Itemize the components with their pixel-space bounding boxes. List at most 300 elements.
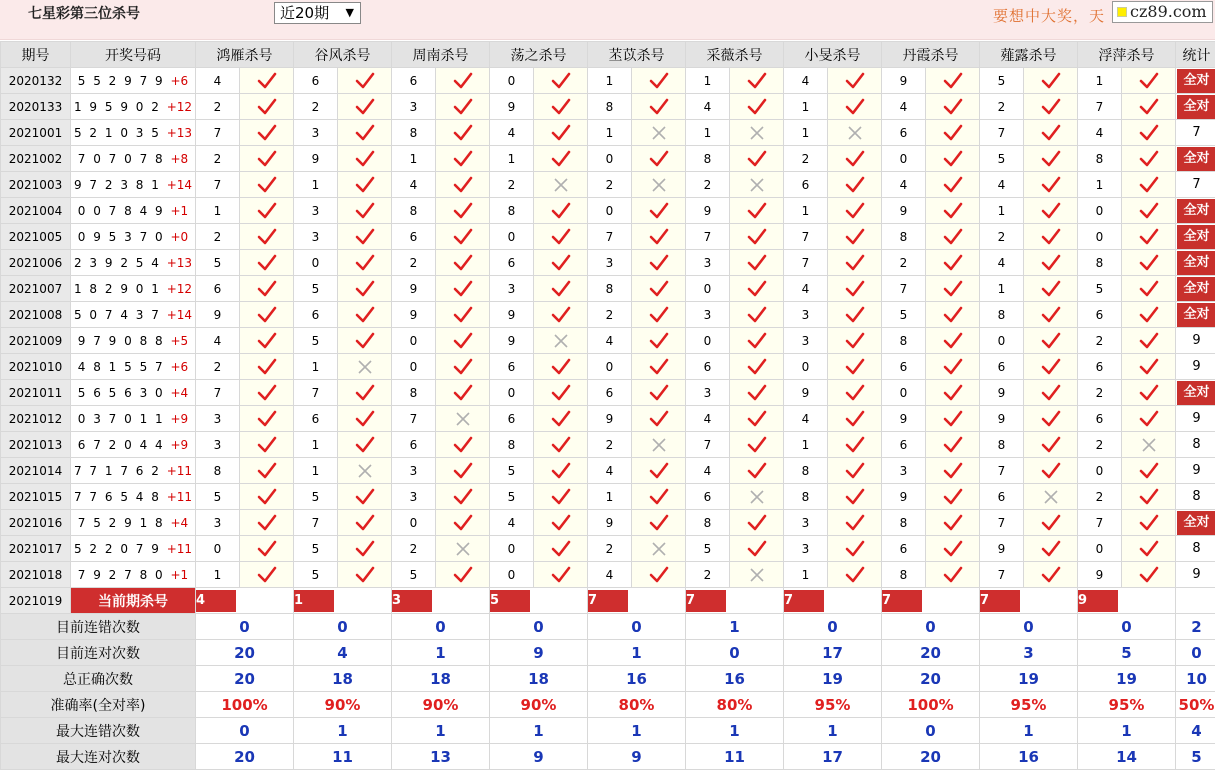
table-row <box>1 354 1215 380</box>
current-kill-cell <box>490 588 588 614</box>
result-cell <box>240 250 294 276</box>
kill-number-cell: 9 <box>882 198 926 224</box>
kill-number-cell: 8 <box>980 432 1024 458</box>
kill-number-cell: 1 <box>784 562 828 588</box>
result-cell <box>1122 380 1176 406</box>
current-kill-cell <box>588 588 686 614</box>
draw-digits: 1 8 2 9 0 1 <box>73 281 161 296</box>
check-icon <box>649 98 669 116</box>
check-icon <box>355 540 375 558</box>
kill-number-cell: 0 <box>490 380 534 406</box>
result-cell <box>828 510 882 536</box>
check-icon <box>943 254 963 272</box>
stat-value: 1 <box>686 614 784 640</box>
stat-value: 11 <box>294 744 392 770</box>
result-cell <box>926 302 980 328</box>
check-icon <box>649 462 669 480</box>
result-cell <box>730 68 784 94</box>
kill-number-cell: 6 <box>392 224 436 250</box>
result-cell <box>436 250 490 276</box>
kill-number-cell: 0 <box>1078 458 1122 484</box>
kill-number-cell: 0 <box>1078 536 1122 562</box>
check-icon <box>649 150 669 168</box>
result-cell <box>1122 68 1176 94</box>
draw-number-cell <box>71 406 196 432</box>
check-icon <box>747 150 767 168</box>
kill-number-cell: 6 <box>1078 302 1122 328</box>
cross-icon <box>651 177 667 193</box>
cross-icon <box>553 177 569 193</box>
result-cell <box>730 562 784 588</box>
kill-number-cell: 1 <box>294 458 338 484</box>
check-icon <box>355 488 375 506</box>
result-cell <box>1122 276 1176 302</box>
table-row <box>1 250 1215 276</box>
kill-number-cell: 1 <box>196 562 240 588</box>
result-cell <box>828 380 882 406</box>
draw-sum: +11 <box>166 463 193 478</box>
result-cell <box>534 536 588 562</box>
kill-number-cell: 1 <box>392 146 436 172</box>
result-cell <box>828 432 882 458</box>
check-icon <box>845 306 865 324</box>
result-cell <box>338 354 392 380</box>
check-icon <box>257 566 277 584</box>
result-cell <box>1122 224 1176 250</box>
stat-value: 20 <box>882 640 980 666</box>
kill-number-cell: 5 <box>294 328 338 354</box>
check-icon <box>1041 254 1061 272</box>
check-icon <box>649 72 669 90</box>
current-kill-cell <box>1078 588 1176 614</box>
check-icon <box>1139 358 1159 376</box>
check-icon <box>257 306 277 324</box>
result-cell <box>926 510 980 536</box>
kill-number-cell: 7 <box>784 250 828 276</box>
check-icon <box>551 228 571 246</box>
stat-cell: 8 <box>1176 536 1215 562</box>
check-icon <box>453 384 473 402</box>
current-kill-cell <box>196 588 294 614</box>
result-cell <box>1122 198 1176 224</box>
stat-value: 90% <box>392 692 490 718</box>
kill-number-cell: 0 <box>490 224 534 250</box>
column-header: 鸿雁杀号 <box>196 42 294 68</box>
check-icon <box>943 358 963 376</box>
result-cell <box>338 250 392 276</box>
current-period-row <box>1 588 1215 614</box>
check-icon <box>551 202 571 220</box>
check-icon <box>845 514 865 532</box>
check-icon <box>257 98 277 116</box>
kill-number-cell: 5 <box>196 484 240 510</box>
stat-value: 13 <box>392 744 490 770</box>
result-cell <box>534 380 588 406</box>
draw-sum: +11 <box>166 541 193 556</box>
stat-cell <box>1176 224 1215 250</box>
stat-value: 50% <box>1176 692 1215 718</box>
period-cell: 2021015 <box>1 484 71 510</box>
period-cell: 2021011 <box>1 380 71 406</box>
result-cell <box>926 146 980 172</box>
check-icon <box>747 98 767 116</box>
kill-number-cell: 5 <box>294 536 338 562</box>
result-cell <box>926 172 980 198</box>
period-select[interactable] <box>274 2 361 24</box>
kill-number-cell: 7 <box>294 510 338 536</box>
check-icon <box>257 436 277 454</box>
current-kill-number: 4 <box>196 590 236 612</box>
kill-number-cell: 9 <box>686 198 730 224</box>
kill-number-cell: 3 <box>196 432 240 458</box>
draw-number-cell <box>71 94 196 120</box>
result-cell <box>534 224 588 250</box>
stat-row <box>1 640 1215 666</box>
kill-number-cell: 0 <box>490 68 534 94</box>
table-row <box>1 562 1215 588</box>
result-cell <box>632 120 686 146</box>
period-select-value: 近20期 <box>280 4 330 22</box>
stat-value: 1 <box>490 718 588 744</box>
current-kill-cell <box>980 588 1078 614</box>
check-icon <box>453 72 473 90</box>
period-cell: 2021005 <box>1 224 71 250</box>
check-icon <box>747 436 767 454</box>
result-cell <box>730 94 784 120</box>
kill-number-cell: 4 <box>490 120 534 146</box>
kill-number-cell: 4 <box>784 406 828 432</box>
result-cell <box>632 432 686 458</box>
result-cell <box>338 198 392 224</box>
check-icon <box>845 72 865 90</box>
check-icon <box>943 98 963 116</box>
check-icon <box>257 176 277 194</box>
result-cell <box>632 302 686 328</box>
check-icon <box>257 384 277 402</box>
site-logo[interactable] <box>1112 1 1213 23</box>
stat-row <box>1 614 1215 640</box>
result-cell <box>1122 94 1176 120</box>
column-header: 小旻杀号 <box>784 42 882 68</box>
page-title: 七星彩第三位杀号 <box>28 6 140 22</box>
check-icon <box>943 72 963 90</box>
check-icon <box>257 254 277 272</box>
kill-number-cell: 6 <box>392 432 436 458</box>
draw-sum: +6 <box>170 359 189 374</box>
result-cell <box>632 250 686 276</box>
result-cell <box>828 536 882 562</box>
result-cell <box>240 120 294 146</box>
kill-number-cell: 7 <box>1078 94 1122 120</box>
kill-number-cell: 6 <box>686 354 730 380</box>
result-cell <box>632 328 686 354</box>
result-cell <box>338 328 392 354</box>
current-kill-cell <box>882 588 980 614</box>
result-cell <box>828 354 882 380</box>
column-header: 荡之杀号 <box>490 42 588 68</box>
period-cell: 2021009 <box>1 328 71 354</box>
result-cell <box>632 380 686 406</box>
stat-value: 0 <box>196 614 294 640</box>
kill-number-cell: 6 <box>294 406 338 432</box>
check-icon <box>943 384 963 402</box>
kill-number-cell: 4 <box>392 172 436 198</box>
check-icon <box>1041 72 1061 90</box>
draw-number-cell <box>71 510 196 536</box>
kill-number-cell: 8 <box>882 328 926 354</box>
result-cell <box>1122 484 1176 510</box>
check-icon <box>453 306 473 324</box>
table-row <box>1 276 1215 302</box>
check-icon <box>1139 306 1159 324</box>
check-icon <box>943 566 963 584</box>
result-cell <box>828 406 882 432</box>
kill-number-cell: 9 <box>588 510 632 536</box>
check-icon <box>649 358 669 376</box>
result-cell <box>338 484 392 510</box>
kill-number-cell: 0 <box>1078 224 1122 250</box>
draw-number-cell <box>71 432 196 458</box>
draw-digits: 5 6 5 6 3 0 <box>77 385 165 400</box>
kill-number-cell: 8 <box>588 276 632 302</box>
kill-number-cell: 1 <box>784 432 828 458</box>
check-icon <box>747 306 767 324</box>
kill-number-cell: 0 <box>686 328 730 354</box>
kill-number-cell: 8 <box>392 120 436 146</box>
stat-cell: 9 <box>1176 458 1215 484</box>
stat-value: 17 <box>784 640 882 666</box>
check-icon <box>845 202 865 220</box>
kill-number-cell: 6 <box>490 354 534 380</box>
kill-number-cell: 1 <box>980 198 1024 224</box>
all-correct-badge: 全对 <box>1177 225 1215 249</box>
kill-number-cell: 7 <box>196 172 240 198</box>
stat-value: 0 <box>1176 640 1215 666</box>
check-icon <box>1041 384 1061 402</box>
draw-digits: 5 2 2 0 7 9 <box>73 541 161 556</box>
result-cell <box>632 510 686 536</box>
kill-number-cell: 9 <box>1078 562 1122 588</box>
check-icon <box>943 202 963 220</box>
table-row <box>1 224 1215 250</box>
kill-number-cell: 9 <box>882 68 926 94</box>
check-icon <box>747 202 767 220</box>
check-icon <box>453 176 473 194</box>
kill-number-cell: 1 <box>490 146 534 172</box>
cross-icon <box>651 541 667 557</box>
kill-number-cell: 2 <box>196 146 240 172</box>
stat-cell <box>1176 68 1215 94</box>
stat-value: 0 <box>294 614 392 640</box>
cross-icon <box>553 333 569 349</box>
kill-number-cell: 8 <box>392 198 436 224</box>
check-icon <box>453 280 473 298</box>
kill-number-cell: 0 <box>882 146 926 172</box>
check-icon <box>943 514 963 532</box>
period-cell: 2021003 <box>1 172 71 198</box>
stat-value: 90% <box>294 692 392 718</box>
check-icon <box>1139 332 1159 350</box>
kill-number-cell: 9 <box>392 276 436 302</box>
kill-number-cell: 3 <box>392 458 436 484</box>
result-cell <box>436 276 490 302</box>
check-icon <box>257 488 277 506</box>
result-cell <box>436 354 490 380</box>
draw-digits: 5 2 1 0 3 5 <box>73 125 161 140</box>
kill-number-cell: 4 <box>882 172 926 198</box>
kill-number-cell: 1 <box>588 484 632 510</box>
result-cell <box>436 406 490 432</box>
result-cell <box>1024 354 1078 380</box>
kill-number-cell: 4 <box>784 276 828 302</box>
stat-cell: 8 <box>1176 432 1215 458</box>
kill-number-cell: 0 <box>588 354 632 380</box>
kill-number-cell: 8 <box>588 94 632 120</box>
result-cell <box>730 458 784 484</box>
kill-number-cell: 6 <box>882 536 926 562</box>
check-icon <box>355 384 375 402</box>
check-icon <box>1139 410 1159 428</box>
period-cell: 2021007 <box>1 276 71 302</box>
result-cell <box>436 380 490 406</box>
cross-icon <box>455 541 471 557</box>
kill-number-cell: 4 <box>196 328 240 354</box>
stat-label: 目前连错次数 <box>1 614 196 640</box>
kill-number-cell: 1 <box>294 172 338 198</box>
cross-icon <box>651 437 667 453</box>
check-icon <box>355 124 375 142</box>
kill-number-cell: 0 <box>1078 198 1122 224</box>
check-icon <box>453 436 473 454</box>
kill-number-cell: 3 <box>196 510 240 536</box>
check-icon <box>1139 150 1159 168</box>
result-cell <box>1122 250 1176 276</box>
kill-number-cell: 3 <box>686 380 730 406</box>
result-cell <box>338 536 392 562</box>
result-cell <box>926 68 980 94</box>
draw-digits: 2 3 9 2 5 4 <box>73 255 161 270</box>
result-cell <box>338 172 392 198</box>
stat-value: 100% <box>196 692 294 718</box>
check-icon <box>943 150 963 168</box>
stat-cell <box>1176 510 1215 536</box>
result-cell <box>338 406 392 432</box>
check-icon <box>649 514 669 532</box>
check-icon <box>943 332 963 350</box>
check-icon <box>355 72 375 90</box>
result-cell <box>534 432 588 458</box>
stat-row <box>1 744 1215 770</box>
stat-value: 0 <box>882 718 980 744</box>
kill-number-cell: 9 <box>882 406 926 432</box>
check-icon <box>257 332 277 350</box>
result-cell <box>240 328 294 354</box>
stat-value: 5 <box>1078 640 1176 666</box>
kill-number-cell: 2 <box>196 224 240 250</box>
check-icon <box>551 124 571 142</box>
kill-number-cell: 9 <box>196 302 240 328</box>
stat-cell <box>1176 94 1215 120</box>
promo-text[interactable]: 要想中大奖，天 <box>993 7 1106 25</box>
draw-sum: +13 <box>166 125 193 140</box>
result-cell <box>730 224 784 250</box>
kill-number-cell: 6 <box>196 276 240 302</box>
check-icon <box>453 98 473 116</box>
check-icon <box>453 514 473 532</box>
check-icon <box>453 566 473 584</box>
result-cell <box>1122 406 1176 432</box>
kill-number-cell: 6 <box>980 354 1024 380</box>
period-cell: 2021017 <box>1 536 71 562</box>
kill-number-cell: 4 <box>882 94 926 120</box>
kill-number-cell: 8 <box>1078 146 1122 172</box>
result-cell <box>632 276 686 302</box>
check-icon <box>845 150 865 168</box>
check-icon <box>943 436 963 454</box>
draw-sum: +9 <box>170 437 189 452</box>
draw-number-cell <box>71 250 196 276</box>
result-cell <box>632 562 686 588</box>
table-row <box>1 458 1215 484</box>
stat-value: 80% <box>686 692 784 718</box>
stat-value: 11 <box>686 744 784 770</box>
kill-number-cell: 9 <box>588 406 632 432</box>
kill-number-cell: 3 <box>686 302 730 328</box>
period-cell: 2021010 <box>1 354 71 380</box>
kill-number-cell: 4 <box>686 458 730 484</box>
kill-number-cell: 9 <box>490 94 534 120</box>
kill-number-cell: 6 <box>1078 354 1122 380</box>
stat-cell: 9 <box>1176 562 1215 588</box>
kill-number-cell: 5 <box>294 484 338 510</box>
chevron-down-icon: ▼ <box>345 6 354 19</box>
result-cell <box>436 328 490 354</box>
kill-number-cell: 6 <box>882 120 926 146</box>
result-cell <box>436 458 490 484</box>
kill-number-cell: 0 <box>196 536 240 562</box>
draw-digits: 0 0 7 8 4 9 <box>77 203 165 218</box>
stat-value: 0 <box>588 614 686 640</box>
check-icon <box>1139 72 1159 90</box>
result-cell <box>632 354 686 380</box>
result-cell <box>828 198 882 224</box>
draw-digits: 7 9 2 7 8 0 <box>77 567 165 582</box>
kill-number-cell: 4 <box>980 250 1024 276</box>
stat-value: 1 <box>784 718 882 744</box>
stat-value: 95% <box>1078 692 1176 718</box>
stat-value: 5 <box>1176 744 1215 770</box>
stat-label: 目前连对次数 <box>1 640 196 666</box>
result-cell <box>632 172 686 198</box>
check-icon <box>845 488 865 506</box>
kill-number-cell: 6 <box>784 172 828 198</box>
kill-number-cell: 8 <box>686 510 730 536</box>
table-row <box>1 406 1215 432</box>
result-cell <box>632 406 686 432</box>
kill-number-cell: 3 <box>294 198 338 224</box>
result-cell <box>240 458 294 484</box>
result-cell <box>730 146 784 172</box>
check-icon <box>943 488 963 506</box>
stat-value: 16 <box>686 666 784 692</box>
check-icon <box>257 462 277 480</box>
stat-value: 100% <box>882 692 980 718</box>
kill-number-cell: 4 <box>588 328 632 354</box>
kill-number-cell: 2 <box>294 94 338 120</box>
result-cell <box>1024 380 1078 406</box>
check-icon <box>551 462 571 480</box>
result-cell <box>534 302 588 328</box>
